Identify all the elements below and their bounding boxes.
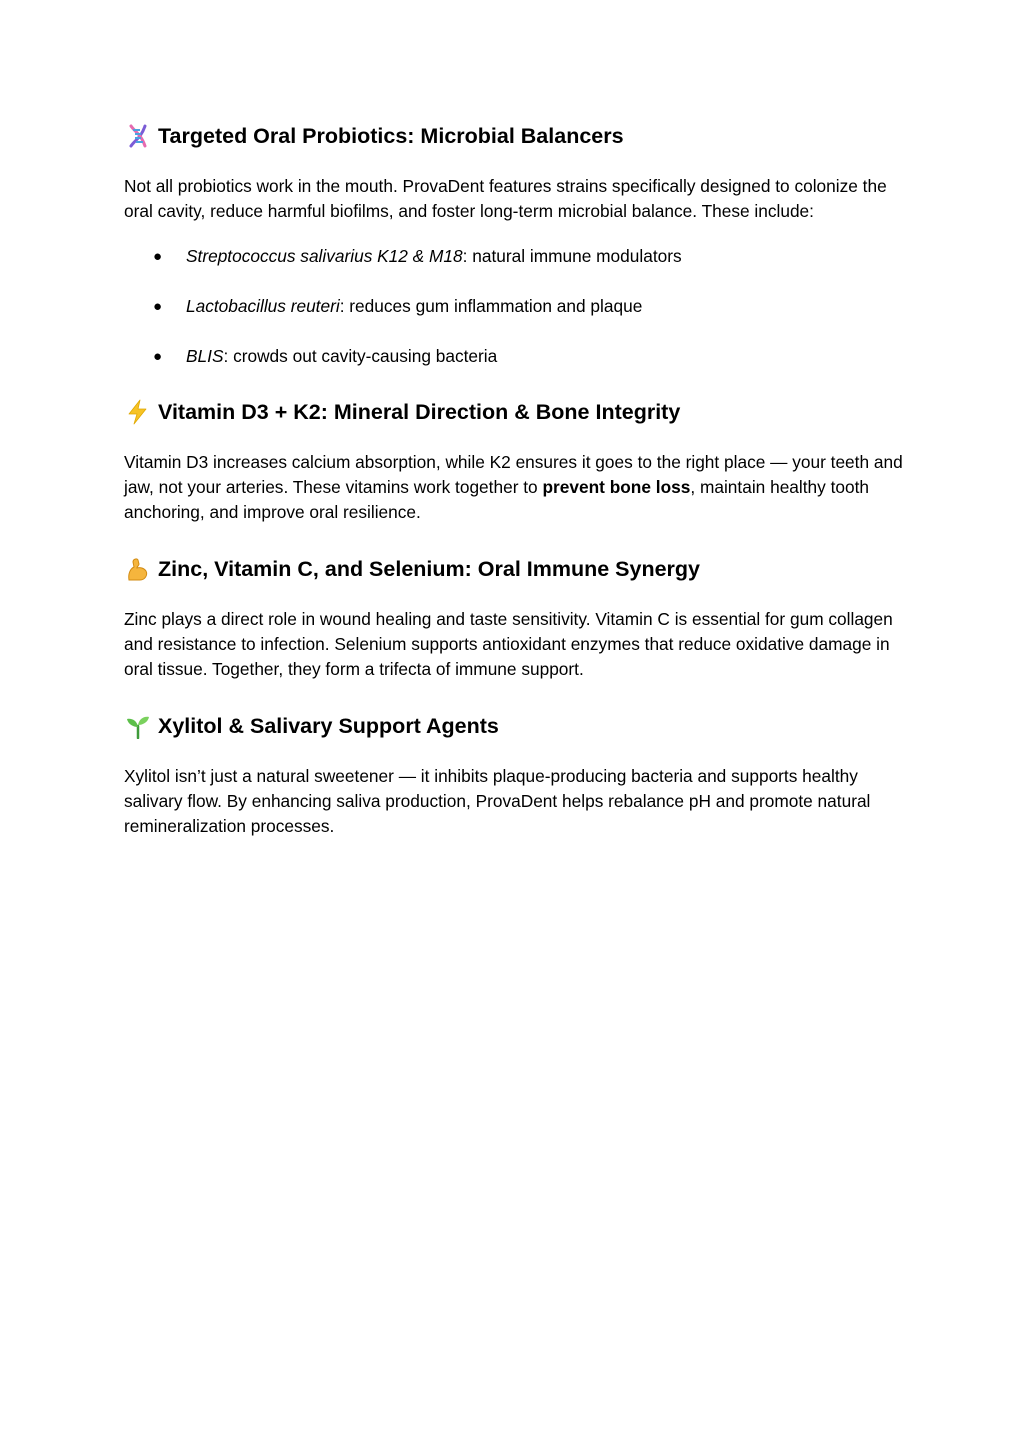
section-zinc-vitamin-c-selenium	[124, 551, 904, 682]
list-item	[124, 244, 904, 269]
probiotic-strain-list	[124, 244, 904, 369]
section-heading	[124, 708, 904, 744]
section-heading	[124, 394, 904, 430]
strain-name: Streptococcus salivarius K12 & M18	[186, 246, 463, 266]
lightning-icon	[124, 398, 152, 426]
section-paragraph: Xylitol isn’t just a natural sweetener — it inhibits plaque-producing bacteria and supports healthy salivary flow. By enhancing saliva production, ProvaDent helps rebalance pH and promote natural remineralization processes.	[124, 766, 871, 836]
emphasis-text: prevent bone loss	[542, 477, 691, 497]
list-item	[124, 294, 904, 319]
section-xylitol	[124, 708, 904, 839]
section-paragraph: Zinc plays a direct role in wound healing and taste sensitivity. Vitamin C is essential for gum collagen and resistance to infection. Selenium supports antioxidant enzymes that reduce oxidative damage in oral tissue. Together, they form a trifecta of immune support.	[124, 609, 893, 679]
section-vitamin-d3-k2	[124, 394, 904, 525]
bullet-marker: ●	[153, 298, 163, 315]
strain-description: : crowds out cavity-causing bacteria	[223, 346, 498, 366]
paragraph-text: Vitamin D3 increases calcium absorption, while K2 ensures it goes to the right place — your teeth and jaw, not your arteries. These vitamins work together to	[124, 452, 903, 497]
document-content	[124, 118, 904, 839]
section-heading	[124, 551, 904, 587]
section-heading	[124, 118, 904, 154]
seedling-icon	[124, 712, 152, 740]
strain-name: BLIS	[186, 346, 224, 366]
bullet-marker: ●	[153, 348, 163, 365]
flexed-biceps-icon	[124, 555, 152, 583]
list-item	[124, 344, 904, 369]
section-paragraph	[124, 450, 904, 525]
bullet-marker: ●	[153, 248, 163, 265]
section-oral-probiotics	[124, 118, 904, 369]
paragraph-text: , maintain healthy tooth anchoring, and improve oral resilience.	[124, 477, 870, 522]
section-heading-text: Zinc, Vitamin C, and Selenium: Oral Immune Synergy	[158, 557, 701, 581]
strain-description: : reduces gum inflammation and plaque	[339, 296, 643, 316]
strain-name: Lactobacillus reuteri	[186, 296, 340, 316]
dna-icon	[124, 122, 152, 150]
section-heading-text: Targeted Oral Probiotics: Microbial Balancers	[158, 124, 624, 148]
strain-description: : natural immune modulators	[462, 246, 682, 266]
section-heading-text: Xylitol & Salivary Support Agents	[158, 714, 499, 738]
section-heading-text: Vitamin D3 + K2: Mineral Direction & Bone Integrity	[158, 400, 681, 424]
section-paragraph: Not all probiotics work in the mouth. ProvaDent features strains specifically designed to colonize the oral cavity, reduce harmful biofilms, and foster long-term microbial balance. These include:	[124, 176, 887, 221]
